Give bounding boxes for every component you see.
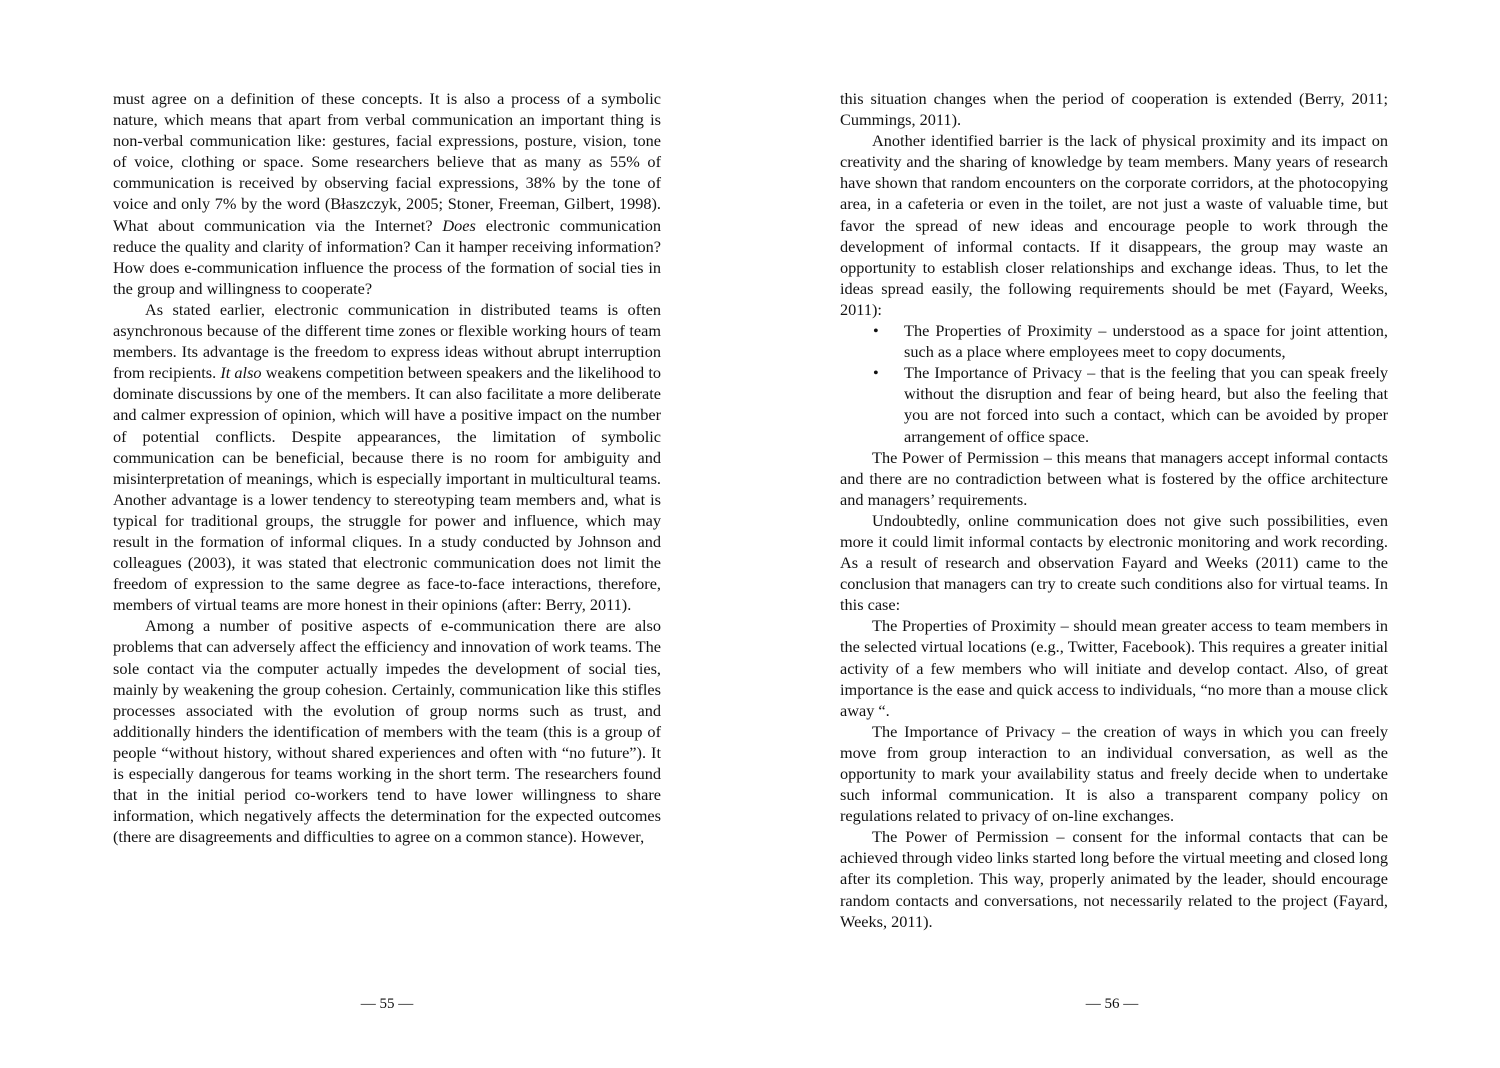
text-run-italic: C [391,679,403,699]
text-run: weakens competition between speakers and the likelihood to dominate discussions by one of the members. It can also facilitate a more deliberate and calmer expression of opinion, which will have a positive impact on the number of potential conflicts. Despite appearances, the limitation of symbolic communication can be beneficial, because there is no room for ambiguity and misinterpretation of meanings, which is especially important in multicultural teams. Another advantage is a lower tendency to stereotyping team members and, what is typical for traditional groups, the struggle for power and influence, which may result in the formation of informal cliques. In a study conducted by Johnson and colleagues (2003), it was stated that electronic communication does not limit the freedom of expression to the same degree as face-to-face interactions, therefore, members of virtual teams are more honest in their opinions (after: Berry, 2011). [113,363,661,615]
text-run: The Power of Permission – consent for the informal contacts that can be achieved through video links started long before the virtual meeting and closed long after its completion. This way, properly animated by the leader, should encourage random contacts and conversations, not necessarily related to the project (Fayard, Weeks, 2011). [840,827,1388,931]
list-item: • The Properties of Proximity – understood as a space for joint attention, such as a place where employees meet to copy documents, [904,320,1388,362]
right-paragraph-1: this situation changes when the period of cooperation is extended (Berry, 2011; Cummings, 2011). [840,89,1388,130]
text-run: must agree on a definition of these concepts. It is also a process of a symbolic nature, which means that apart from verbal communication an important thing is non-verbal communication like: gestures, facial expressions, posture, vision, tone of voice, clothing or space. Some researchers believe that as many as 55% of communication is received by observing facial expressions, 38% by the tone of voice and only 7% by the word (Błaszczyk, 2005; Stoner, Freeman, Gilbert, 1998). What about communication via the Internet? [113,89,661,235]
text-run: Among a number of positive aspects of e-communication there are also problems that can adversely affect the efficiency and innovation of work teams. The sole contact via the computer actually impedes the development of social ties, mainly by weakening the group cohesion. [113,616,661,699]
page-number-left: — 55 — [360,996,414,1012]
text-run: As stated earlier, electronic communication in distributed teams is often asynchronous because of the different time zones or flexible working hours of team members. Its advantage is the freedom to express ideas without abrupt interruption from recipients. [113,299,661,383]
text-run: The Power of Permission – this means that managers accept informal contacts and there are no contradiction between what is fostered by the office architecture and managers’ requirements. [840,447,1388,509]
left-paragraph-1 [113,88,661,299]
text-run: Undoubtedly, online communication does not give such possibilities, even more it could limit informal contacts by electronic monitoring and work recording. As a result of research and observation Fayard and Weeks (2011) came to the conclusion that managers can try to create such conditions also for virtual teams. In this case: [840,510,1388,615]
right-page [840,88,1388,932]
left-paragraph-3 [113,615,661,847]
text-run: electronic communication reduce the quality and clarity of information? Can it hamper receiving information? How does e-communication influence the process of the formation of social ties in the group and willingness to cooperate? [113,215,661,298]
page-number-right: — 56 — [1085,996,1139,1012]
right-paragraph-3 [840,447,1388,510]
text-run: lso, of great importance is the ease and quick access to individuals, “no more than a mouse click away “. [840,658,1388,720]
right-paragraph-7 [840,826,1388,931]
text-run: ertainly, communication like this stifles processes associated with the evolution of group norms such as trust, and additionally hinders the identification of members with the team (this is a group of people “without history, without shared experiences and often with “no future”). It is especially dangerous for teams working in the short term. The researchers found that in the initial period co-workers tend to have lower willingness to share information, which negatively affects the determination for the expected outcomes (there are disagreements and difficulties to agree on a common stance). However, [113,679,661,847]
left-page [113,88,661,847]
text-run-italic: Does [442,215,476,235]
right-paragraph-4 [840,510,1388,615]
text-run: The Properties of Proximity – should mean greater access to team members in the selected virtual locations (e.g., Twitter, Facebook). This requires a greater initial activity of a few members who will initiate and develop contact. [840,616,1388,678]
text-run: The Importance of Privacy – the creation of ways in which you can freely move from group interaction to an individual conversation, as well as the opportunity to mark your availability status and freely decide when to undertake such informal communication. It is also a transparent company policy on regulations related to privacy of on-line exchanges. [840,721,1388,826]
right-paragraph-6 [840,721,1388,826]
list-item: • The Importance of Privacy – that is the feeling that you can speak freely without the disruption and fear of being heard, but also the feeling that you are not forced into such a contact, which can be avoided by proper arrangement of office space. [904,362,1388,446]
text-run-italic: A [1294,658,1305,678]
right-paragraph-2: Another identified barrier is the lack of physical proximity and its impact on creativity and the sharing of knowledge by team members. Many years of research have shown that random encounters on the corporate corridors, at the photocopying area, in a cafeteria or even in the toilet, are not just a waste of valuable time, but favor the spread of new ideas and encourage people to work through the development of informal contacts. If it disappears, the group may waste an opportunity to establish closer relationships and exchange ideas. Thus, to let the ideas spread easily, the following requirements should be met (Fayard, Weeks, 2011): [840,131,1388,319]
right-paragraph-5 [840,615,1388,720]
left-paragraph-2 [113,299,661,615]
text-run-italic: It also [220,363,262,383]
requirements-list [840,320,1388,447]
